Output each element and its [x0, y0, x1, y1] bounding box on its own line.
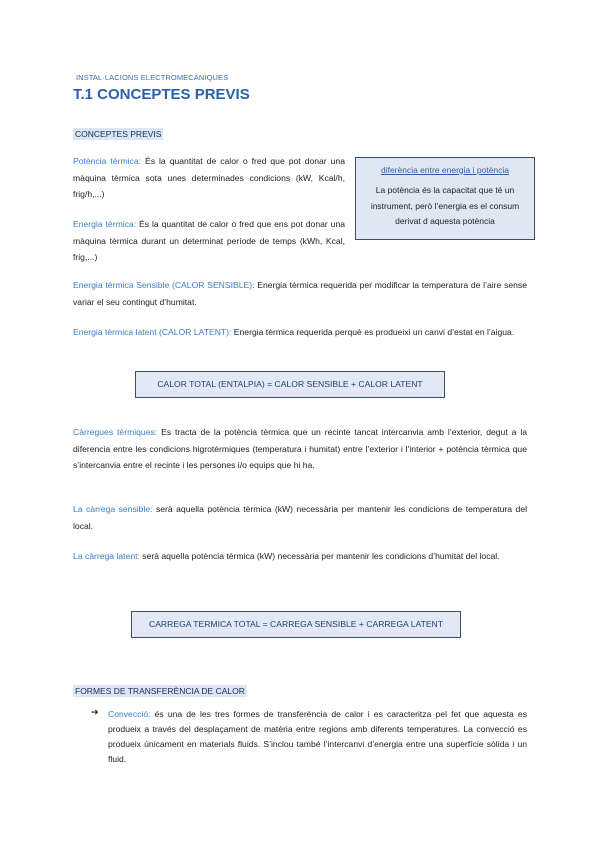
- term-carrega-latent: La càrrega latent:: [73, 551, 140, 561]
- paragraph-carrega-sensible: [73, 501, 527, 534]
- term-carregues: Càrregues tèrmiques:: [73, 427, 158, 437]
- text-potencia: És la quantitat de calor o fred que pot donar una màquina tèrmica sota unes determinades condicions (kW, Kcal/h, frig/h,...): [73, 156, 345, 199]
- paragraph-energia: [73, 216, 345, 266]
- paragraph-carregues: [73, 424, 527, 474]
- text-carrega-sensible: serà aquella potència tèrmica (kW) necessària per mantenir les condicions de temperatura del local.: [73, 504, 528, 531]
- term-conveccio: Convecció:: [108, 709, 151, 719]
- term-potencia: Potència tèrmica:: [73, 156, 141, 166]
- paragraph-sensible: [73, 277, 527, 310]
- text-energia: És la quantitat de calor o fred que ens pot donar una màquina tèrmica durant un determinat període de temps (kWh, Kcal, frig,...): [73, 219, 345, 262]
- note-box-heading: diferència entre energia i potència: [380, 165, 510, 175]
- paragraph-potencia: [73, 153, 345, 203]
- text-conveccio: és una de les tres formes de transferència de calor i es caracteritza pel fet que aquesta es produeix a través del desplaçament de matèria entre regions amb diferents temperatures. La convecció es produeix únicament en materials fluids. S’inclou també l’intercanvi d’energia entre una superfície sòlida i un fluid.: [108, 709, 527, 764]
- term-carrega-sensible: La càrrega sensible:: [73, 504, 153, 514]
- course-label: INSTAL·LACIONS ELECTROMECÀNIQUES: [76, 73, 229, 82]
- text-latent: Energia tèrmica requerida perquè es produeixi un canvi d’estat en l’aigua.: [231, 327, 515, 337]
- text-sensible: Energia tèrmica requerida per modificar la temperatura de l’aire sense variar el seu contingut d’humitat.: [73, 280, 527, 307]
- section-heading-label: FORMES DE TRANSFERÈNCIA DE CALOR: [75, 686, 245, 696]
- note-box-body: La potència és la capacitat que té un instrument, però l’energia es el consum derivat d aquesta potència: [370, 185, 520, 226]
- formula-carrega-total: CARREGA TERMICA TOTAL = CARREGA SENSIBLE + CARREGA LATENT: [131, 611, 461, 638]
- paragraph-conveccio: [108, 707, 527, 767]
- term-sensible: Energia tèrmica Sensible (CALOR SENSIBLE):: [73, 280, 255, 290]
- text-carrega-latent: serà aquella potència tèrmica (kW) necessària per mantenir les condicions d’humitat del local.: [139, 551, 500, 561]
- page-title: T.1 CONCEPTES PREVIS: [73, 86, 250, 103]
- term-energia: Energia tèrmica:: [73, 219, 137, 229]
- paragraph-carrega-latent: [73, 548, 527, 565]
- section-heading-conceptes: [73, 124, 163, 142]
- bullet-arrow-icon: ➔: [91, 707, 99, 717]
- section-heading-formes: [73, 681, 247, 699]
- term-latent: Energia tèrmica latent (CALOR LATENT):: [73, 327, 232, 337]
- section-heading-label: CONCEPTES PREVIS: [75, 129, 162, 139]
- text-carregues: Es tracta de la potència tèrmica que un recinte tancat intercanvia amb l’exterior, degut a la diferencia entre les condicions higrotèrmiques (temperatura i humitat) entre l’exterior i l’interior + potència tèrmica que s’intercanvia entre el recinte i les persones i/o equips que hi ha.: [73, 427, 528, 470]
- paragraph-latent: [73, 324, 527, 341]
- note-box: [355, 157, 535, 240]
- formula-calor-total: CALOR TOTAL (ENTALPIA) = CALOR SENSIBLE + CALOR LATENT: [135, 371, 445, 398]
